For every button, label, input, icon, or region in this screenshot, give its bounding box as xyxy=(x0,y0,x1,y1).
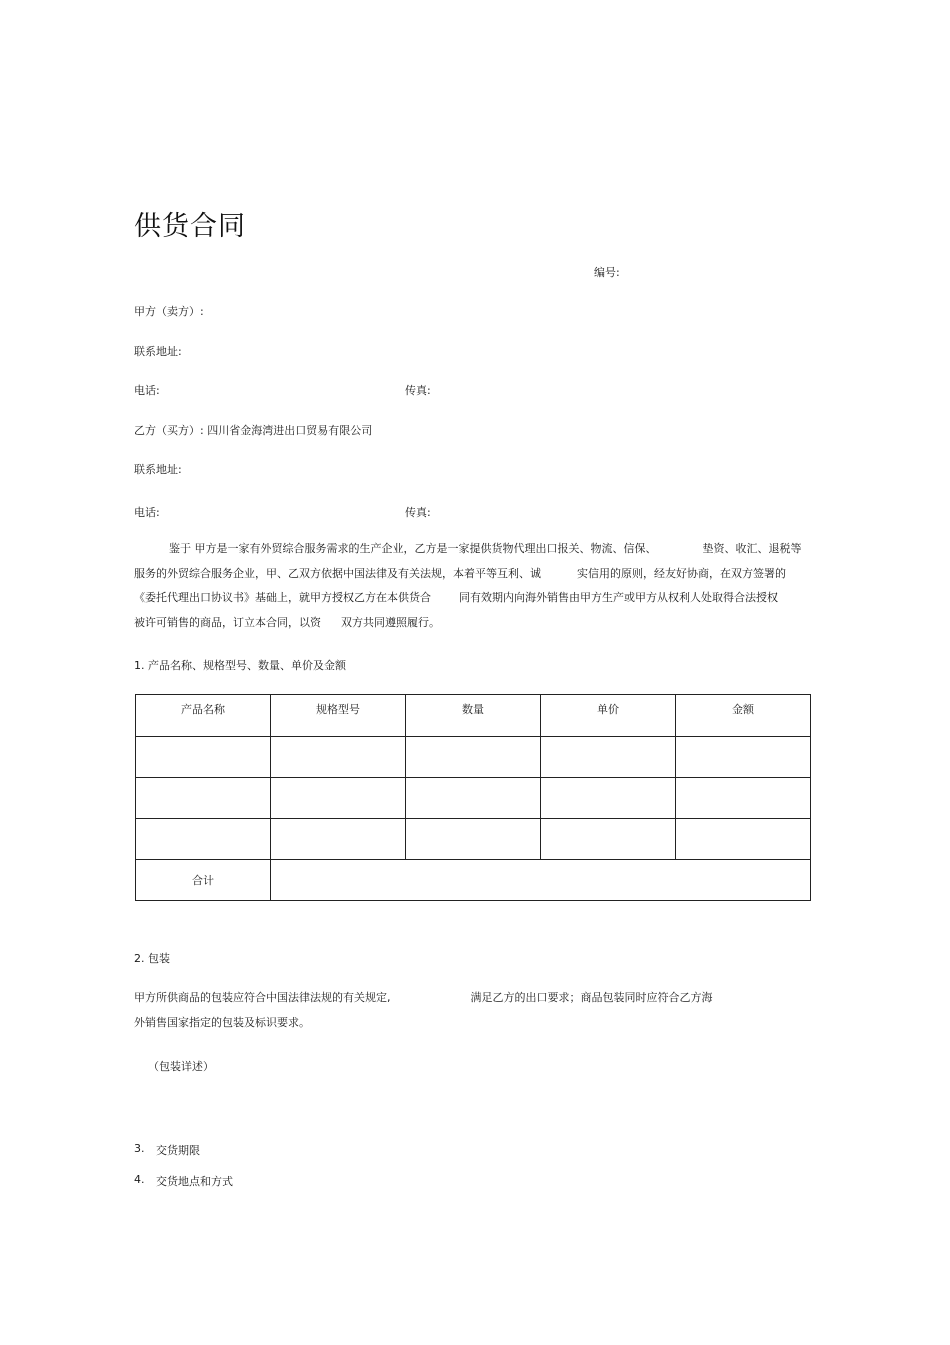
intro-text: 服务的外贸综合服务企业，甲、乙双方依据中国法律及有关法规，本着平等互利、诚 xyxy=(134,566,541,580)
total-label: 合计 xyxy=(136,860,271,901)
table-cell xyxy=(676,819,811,860)
section-4-heading: 交货地点和方式 xyxy=(156,1175,233,1188)
table-cell xyxy=(271,778,406,819)
table-header: 规格型号 xyxy=(271,695,406,737)
table-cell xyxy=(271,819,406,860)
intro-text: 垫资、收汇、退税等 xyxy=(702,542,802,555)
intro-text: 双方共同遵照履行。 xyxy=(341,615,440,629)
table-cell xyxy=(541,778,676,819)
contract-number-label: 编号: xyxy=(594,266,620,279)
section-2-heading: 2. 包装 xyxy=(134,952,170,965)
table-cell xyxy=(406,737,541,778)
table-header: 单价 xyxy=(541,695,676,737)
packaging-detail-label: （包装详述） xyxy=(148,1060,214,1073)
intro-paragraph xyxy=(134,537,814,635)
intro-text: 被许可销售的商品，订立本合同，以资 xyxy=(134,615,321,629)
section-3-heading: 交货期限 xyxy=(156,1144,200,1157)
table-header: 数量 xyxy=(406,695,541,737)
document-title: 供货合同 xyxy=(134,211,246,242)
packaging-text: 满足乙方的出口要求；商品包装同时应符合乙方海 xyxy=(470,991,713,1004)
table-row xyxy=(136,819,811,860)
section-1-heading: 1. 产品名称、规格型号、数量、单价及金额 xyxy=(134,659,346,672)
party-a-label: 甲方（卖方）: xyxy=(134,305,204,318)
table-cell xyxy=(676,778,811,819)
table-cell xyxy=(271,737,406,778)
intro-text: 《委托代理出口协议书》基础上，就甲方授权乙方在本供货合 xyxy=(134,591,431,604)
table-header: 产品名称 xyxy=(136,695,271,737)
table-cell xyxy=(541,819,676,860)
packaging-text: 外销售国家指定的包装及标识要求。 xyxy=(134,1015,310,1029)
party-b-label: 乙方（买方）: 四川省金海湾进出口贸易有限公司 xyxy=(134,424,373,437)
table-cell xyxy=(541,737,676,778)
intro-text: 鉴于 甲方是一家有外贸综合服务需求的生产企业，乙方是一家提供货物代理出口报关、物流、信保、 xyxy=(169,542,657,555)
table-cell xyxy=(136,737,271,778)
table-cell xyxy=(406,778,541,819)
intro-text: 实信用的原则，经友好协商，在双方签署的 xyxy=(577,566,786,580)
table-row xyxy=(136,778,811,819)
party-a-phone-label: 电话: xyxy=(134,384,160,397)
table-cell xyxy=(136,819,271,860)
intro-text: 同有效期内向海外销售由甲方生产或甲方从权利人处取得合法授权 xyxy=(459,591,778,604)
party-b-phone-label: 电话: xyxy=(134,506,160,519)
table-header: 金额 xyxy=(676,695,811,737)
table-cell xyxy=(676,737,811,778)
total-value-cell xyxy=(271,860,811,901)
packaging-paragraph xyxy=(134,986,814,1035)
party-a-fax-label: 传真: xyxy=(405,384,431,397)
party-b-address-label: 联系地址: xyxy=(134,463,182,476)
table-row xyxy=(136,737,811,778)
table-total-row xyxy=(136,860,811,901)
section-4-number: 4. xyxy=(134,1173,145,1186)
packaging-text: 甲方所供商品的包装应符合中国法律法规的有关规定, xyxy=(134,991,391,1004)
product-table xyxy=(135,694,811,901)
table-cell xyxy=(136,778,271,819)
table-cell xyxy=(406,819,541,860)
party-a-address-label: 联系地址: xyxy=(134,345,182,358)
section-3-number: 3. xyxy=(134,1142,145,1155)
party-b-fax-label: 传真: xyxy=(405,506,431,519)
